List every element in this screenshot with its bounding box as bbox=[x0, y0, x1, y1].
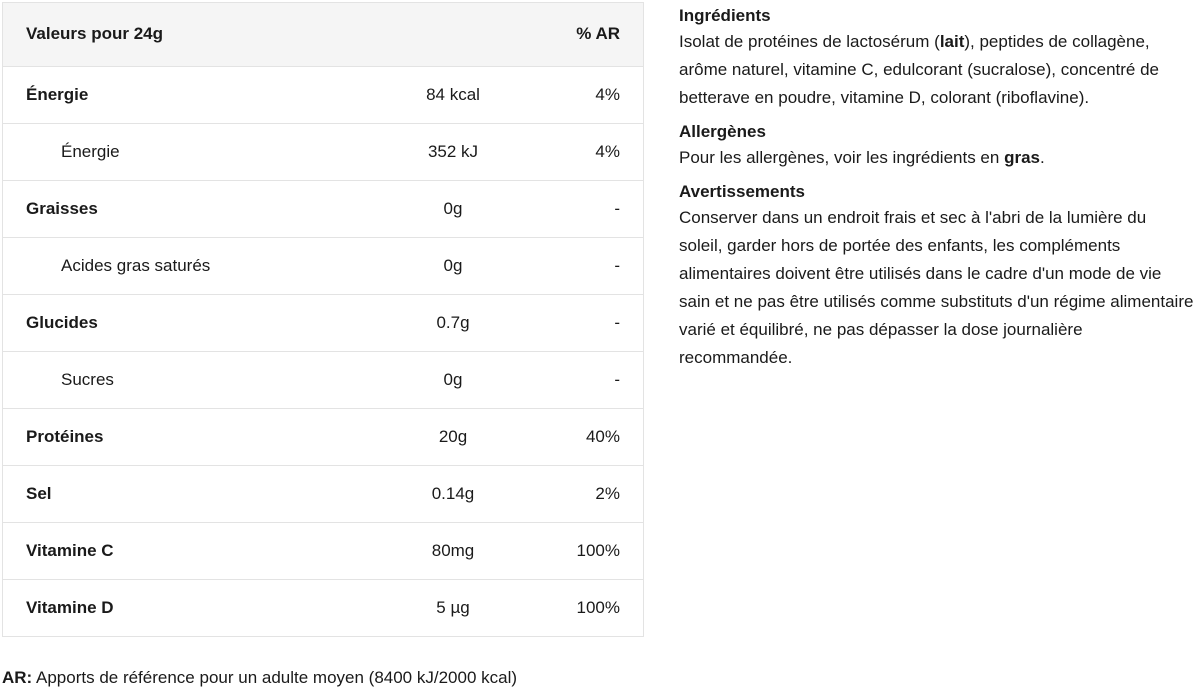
ingredients-text-start: Isolat de protéines de lactosérum ( bbox=[679, 32, 940, 51]
allergens-title: Allergènes bbox=[679, 122, 766, 141]
nutrient-ar-percent: - bbox=[614, 198, 620, 218]
nutrient-ar-percent: - bbox=[614, 255, 620, 275]
nutrient-name: Sucres bbox=[61, 369, 114, 389]
nutrient-value: 0.14g bbox=[431, 483, 475, 503]
warnings-text: Conserver dans un endroit frais et sec à l'abri de la lumière du soleil, garder hors de portée des enfants, les compléments alimentaires doivent être utilisés dans le cadre d'un mode de vie sain et ne pas être utilisés comme substituts d'un régime alimentaire varié et équilibré, ne pas dépasser la dose journalière recommandée. bbox=[679, 208, 1194, 367]
product-info bbox=[679, 4, 1194, 380]
table-row bbox=[3, 408, 643, 465]
ingredients-allergen: lait bbox=[939, 32, 965, 51]
allergens-bold: gras bbox=[1004, 148, 1040, 167]
ar-abbreviation: AR: bbox=[2, 668, 33, 687]
table-row bbox=[3, 66, 643, 123]
table-row bbox=[3, 351, 643, 408]
nutrient-value: 84 kcal bbox=[426, 84, 480, 104]
nutrient-value: 0.7g bbox=[436, 312, 470, 332]
nutrient-name: Acides gras saturés bbox=[61, 255, 211, 275]
nutrient-value: 0g bbox=[443, 198, 463, 218]
nutrient-ar-percent: 100% bbox=[576, 540, 620, 560]
nutrient-ar-percent: - bbox=[614, 312, 620, 332]
nutrient-value: 5 µg bbox=[436, 597, 470, 617]
nutrient-value: 0g bbox=[443, 255, 463, 275]
ar-definition: Apports de référence pour un adulte moyen (8400 kJ/2000 kcal) bbox=[32, 668, 518, 687]
nutrient-value: 80mg bbox=[431, 540, 475, 560]
nutrient-name: Glucides bbox=[26, 312, 98, 332]
allergens-text-end: . bbox=[1040, 148, 1045, 167]
nutrient-ar-percent: 100% bbox=[576, 597, 620, 617]
allergens-section bbox=[679, 120, 1194, 172]
nutrient-name: Énergie bbox=[26, 84, 89, 104]
table-row bbox=[3, 294, 643, 351]
nutrient-ar-percent: - bbox=[614, 369, 620, 389]
nutrient-name: Vitamine C bbox=[26, 540, 114, 560]
nutrient-name: Énergie bbox=[61, 141, 120, 161]
nutrition-table bbox=[2, 2, 644, 637]
ingredients-section bbox=[679, 4, 1194, 112]
table-row bbox=[3, 579, 643, 636]
table-row bbox=[3, 123, 643, 180]
warnings-section bbox=[679, 180, 1194, 372]
allergens-text bbox=[679, 144, 1194, 172]
nutrient-ar-percent: 4% bbox=[595, 141, 620, 161]
nutrient-value: 352 kJ bbox=[427, 141, 479, 161]
nutrient-ar-percent: 40% bbox=[585, 426, 620, 446]
warnings-title: Avertissements bbox=[679, 182, 805, 201]
table-row bbox=[3, 237, 643, 294]
nutrient-value: 20g bbox=[438, 426, 468, 446]
table-row bbox=[3, 522, 643, 579]
ar-header: % AR bbox=[523, 3, 643, 66]
nutrition-table-header bbox=[3, 3, 643, 66]
ingredients-text bbox=[679, 28, 1194, 112]
ar-footnote bbox=[2, 667, 517, 689]
nutrient-name: Graisses bbox=[26, 198, 98, 218]
nutrient-ar-percent: 2% bbox=[595, 483, 620, 503]
ingredients-text-end: ), peptides de collagène, arôme naturel, vitamine C, edulcorant (sucralose), concentré de betterave en poudre, vitamine D, colorant (riboflavine). bbox=[679, 32, 1160, 107]
nutrient-name: Protéines bbox=[26, 426, 104, 446]
table-row bbox=[3, 180, 643, 237]
table-row bbox=[3, 465, 643, 522]
nutrient-ar-percent: 4% bbox=[595, 84, 620, 104]
nutrition-table-body bbox=[3, 66, 643, 636]
allergens-text-start: Pour les allergènes, voir les ingrédients en bbox=[679, 148, 1005, 167]
nutrient-value: 0g bbox=[443, 369, 463, 389]
serving-header: Valeurs pour 24g bbox=[3, 3, 523, 66]
ingredients-title: Ingrédients bbox=[679, 6, 771, 25]
nutrient-name: Sel bbox=[26, 483, 52, 503]
nutrient-name: Vitamine D bbox=[26, 597, 114, 617]
